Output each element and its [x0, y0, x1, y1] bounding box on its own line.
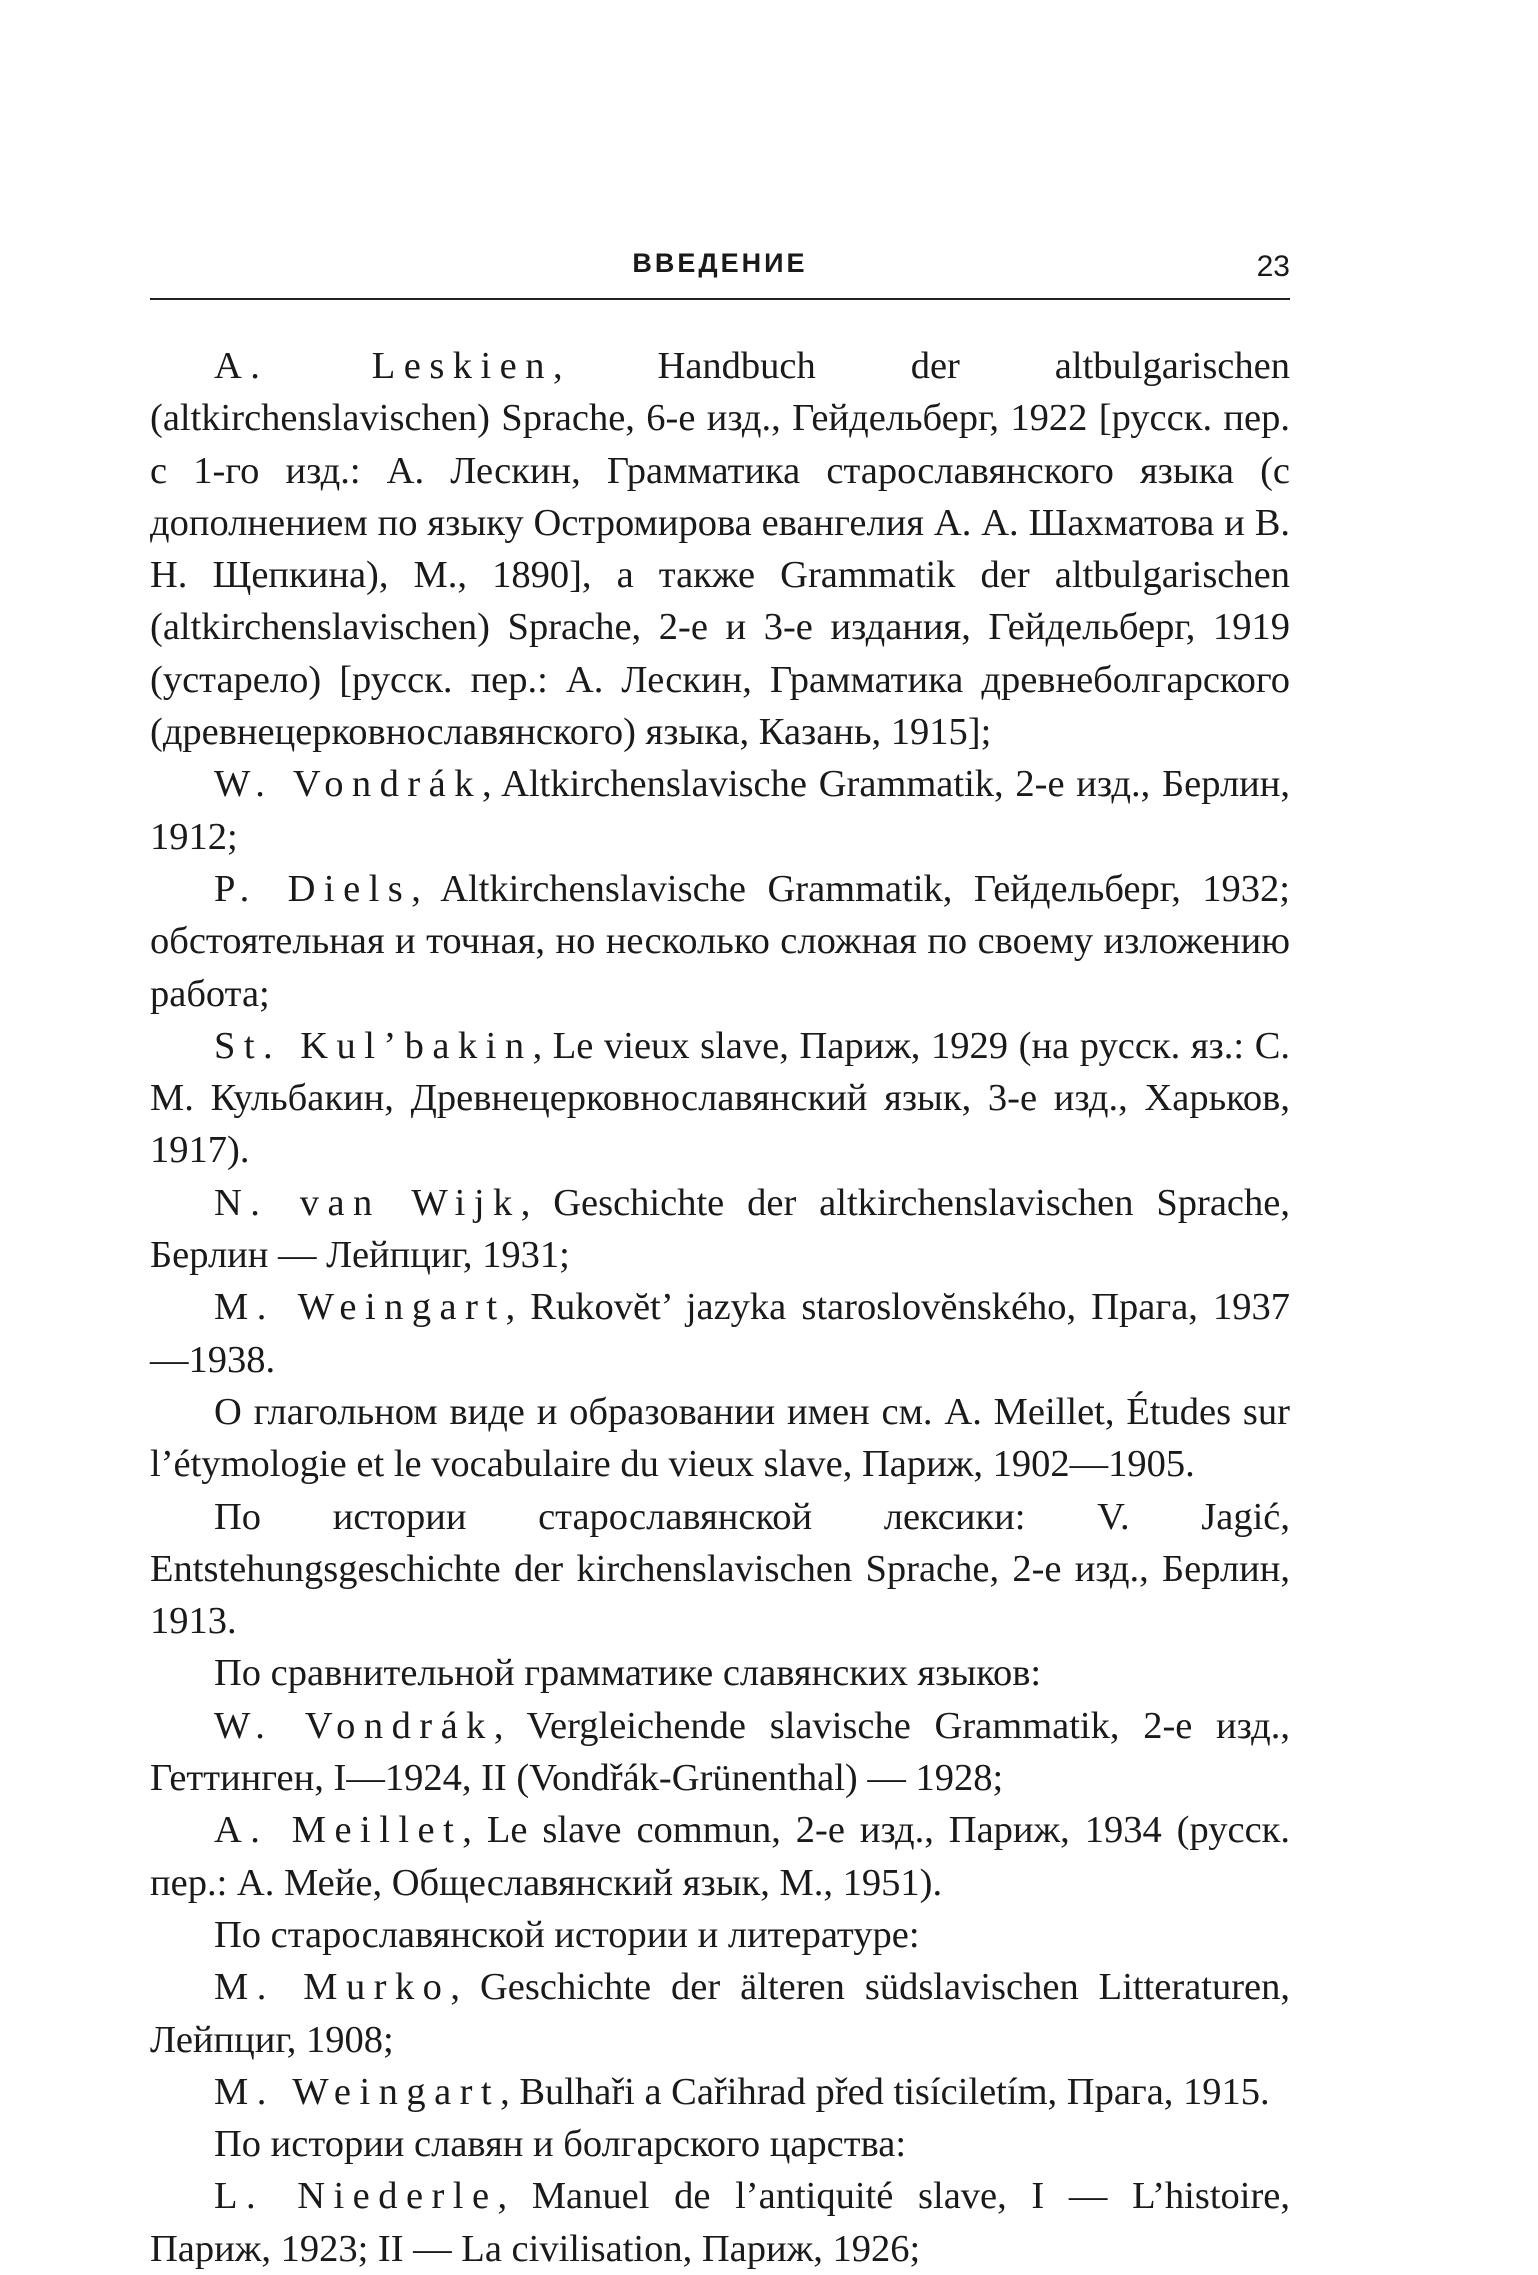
section-note — [150, 1491, 1290, 1648]
bibliography-entry — [150, 1961, 1290, 2066]
entry-text: О глагольном виде и образовании имен см. A. Meillet, Études sur l’étymologie et le vocabulaire du vieux slave, Париж, 1902—1905. — [150, 1390, 1290, 1486]
entry-text: , Le vieux slave, Париж, 1929 (на русск. яз.: С. М. Кульбакин, Древнецерковнославянский язык, 3-е изд., Харьков, 1917). — [150, 1024, 1290, 1172]
section-note — [150, 1386, 1290, 1491]
page-number: 23 — [1256, 250, 1290, 283]
bibliography-entry — [150, 340, 1290, 758]
bibliography-entry — [150, 1281, 1290, 1386]
entry-text: , Altkirchenslavische Grammatik, 2-е изд., Берлин, 1912; — [150, 763, 1290, 858]
entry-author: W. Vondrák — [214, 763, 482, 806]
entry-author: N. van Wijk — [214, 1181, 521, 1224]
running-title: ВВЕДЕНИЕ — [632, 248, 808, 278]
bibliography-entry — [150, 1020, 1290, 1177]
entry-author: M. Weingart — [214, 2070, 501, 2113]
bibliography-entry — [150, 2170, 1290, 2275]
section-heading — [150, 2118, 1290, 2170]
entry-text: , Rukovĕt’ jazyka staroslovĕnského, Прага, 1937—1938. — [150, 1286, 1290, 1381]
entry-text: , Vergleichende slavische Grammatik, 2-е изд., Геттинген, I—1924, II (Vondřák-Grünenthal) — 1928; — [150, 1704, 1291, 1800]
entry-author: St. Kul’bakin — [214, 1024, 533, 1067]
bibliography-entry — [150, 1700, 1290, 1805]
bibliography-entry — [150, 2066, 1290, 2118]
entry-author: W. Vondrák — [214, 1704, 494, 1747]
bibliography-entry — [150, 1177, 1290, 1282]
entry-text: , Geschichte der altkirchenslavischen Sprache, Берлин — Лейпциг, 1931; — [150, 1181, 1290, 1277]
entry-author: A. Leskien — [214, 345, 553, 387]
bibliography-entry — [150, 758, 1290, 863]
entry-text: По сравнительной грамматике славянских языков: — [214, 1652, 1042, 1695]
entry-text: По старославянской истории и литературе: — [214, 1913, 920, 1956]
entry-author: M. Weingart — [214, 1286, 506, 1329]
entry-author: A. Meillet — [214, 1809, 463, 1852]
entry-author: M. Murko — [214, 1966, 451, 2009]
header-rule — [150, 298, 1290, 300]
bibliography-entry — [150, 1804, 1290, 1909]
entry-text: , Altkirchenslavische Grammatik, Гейдельберг, 1932; обстоятельная и точная, но несколько сложная по своему изложению работа; — [150, 867, 1290, 1015]
entry-text: По истории старославянской лексики: V. Jagić, Entstehungsgeschichte der kirchenslavischen Sprache, 2-е изд., Берлин, 1913. — [150, 1495, 1290, 1643]
entry-author: P. Diels — [214, 867, 412, 910]
running-head — [150, 248, 1290, 294]
section-heading — [150, 1647, 1290, 1699]
entry-author: L. Niederle — [214, 2175, 498, 2218]
bibliography-entry — [150, 863, 1290, 1020]
entry-text: По истории славян и болгарского царства: — [214, 2123, 907, 2166]
bibliography-text — [150, 340, 1290, 2275]
entry-text: , Manuel de l’antiquité slave, I — L’histoire, Париж, 1923; II — La civilisation, Париж, 1926; — [150, 2175, 1290, 2270]
section-heading — [150, 1909, 1290, 1961]
entry-text: , Geschichte der älteren südslavischen Litteraturen, Лейпциг, 1908; — [150, 1966, 1291, 2061]
entry-text: , Bulhaři a Cařihrad před tisíciletím, Прага, 1915. — [500, 2070, 1270, 2113]
entry-text: , Le slave commun, 2-е изд., Париж, 1934 (русск. пер.: А. Мейе, Общеславянский язык, М., 1951). — [150, 1809, 1290, 1904]
entry-text: , Handbuch der altbulgarischen (altkirchenslavischen) Sprache, 6-е изд., Гейдельберг, 1922 [русск. пер. с 1-го изд.: А. Лескин, Грамматика старославянского языка (с дополнением по языку Остромирова евангелия А. А. Шахматова и В. Н. Щепкина), М., 1890], а также Grammatik der altbulgarischen (altkirchenslavischen) Sprache, 2-е и 3-е издания, Гейдельберг, 1919 (устарело) [русск. пер.: А. Лескин, Грамматика древнеболгарского (древнецерковнославянского) языка, Казань, 1915]; — [150, 345, 1290, 754]
